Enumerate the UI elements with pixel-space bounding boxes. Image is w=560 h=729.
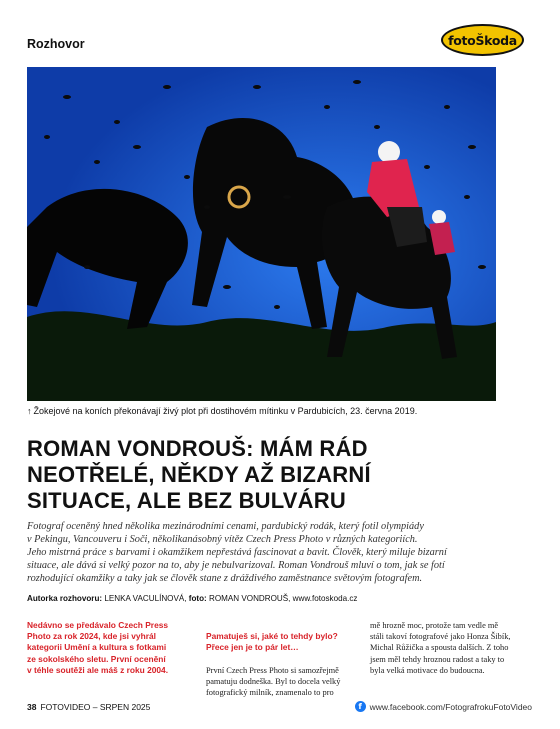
interview-column-3: mě hrozně moc, protože tam vedle mě stáli takoví fotografové jako Honza Šibík, Michal Růžička a spousta dalších. Z toho jsem měl tehdy hroznou radost a taky to byla velká motivace do budoucna. xyxy=(370,621,511,675)
page-number: 38 xyxy=(27,702,37,712)
interview-column-2 xyxy=(206,620,356,710)
magazine-issue: FOTOVIDEO – SRPEN 2025 xyxy=(40,702,151,712)
author-label: Autorka rozhovoru: xyxy=(27,594,103,603)
interview-answer-2: První Czech Press Photo si samozřejmě pamatuju dodneška. Byl to docela velký fotografický milník, znamenalo to pro xyxy=(206,665,341,698)
foto-label: foto: xyxy=(188,594,207,603)
page-footer xyxy=(27,702,150,712)
article-credits xyxy=(27,594,357,603)
interview-question-2: Pamatuješ si, jaké to tehdy bylo? Přece jen je to pár let… xyxy=(206,631,338,653)
section-label: Rozhovor xyxy=(27,37,85,51)
interview-question-1: Nedávno se předávalo Czech Press Photo za rok 2024, kde jsi vyhrál kategorii Umění a kultura s fotkami ze sokolského sletu. První ocenění v téhle soutěži ale máš z roku 2004. xyxy=(27,620,169,675)
facebook-icon: f xyxy=(355,701,366,712)
article-headline: ROMAN VONDROUŠ: MÁM RÁD NEOTŘELÉ, NĚKDY AŽ BIZARNÍ SITUACE, ALE BEZ BULVÁRU xyxy=(27,436,371,513)
fotoskoda-logo[interactable] xyxy=(441,24,524,56)
photo-caption xyxy=(27,406,507,416)
photo-illustration xyxy=(27,67,496,401)
facebook-url[interactable]: www.facebook.com/FotografrokuFotoVideo xyxy=(369,701,532,712)
logo-text-foto: foto xyxy=(448,32,476,48)
caption-text: Žokejové na koních překonávají živý plot při dostihovém mítinku v Pardubicích, 23. června 2019. xyxy=(33,406,418,416)
foto-credit: ROMAN VONDROUŠ, www.fotoskoda.cz xyxy=(209,594,358,603)
arrow-up-icon: ↑ xyxy=(27,406,32,416)
facebook-link[interactable] xyxy=(355,701,532,712)
racing-photo xyxy=(27,67,496,401)
article-lead: Fotograf oceněný hned několika mezinárodními cenami, pardubický rodák, který fotil olympiády v Pekingu, Vancouveru i Soči, několikanásobný vítěz Czech Press Photo v různých kategoriích. Jeho mistrná práce s barvami i okamžikem nepřestává fascinovat a bavit. Člověk, který miluje bizarní situace, ale dává si velký pozor na to, aby je nebulvarizoval. Roman Vondrouš mluví o tom, jak se fotí rozhodující okamžiky a taky jak se člověk stane z dráždivého zaměstnance světovým fotografem. xyxy=(27,521,447,585)
author-name: LENKA VACULÍNOVÁ, xyxy=(104,594,187,603)
logo-text-skoda: Škoda xyxy=(475,32,517,48)
